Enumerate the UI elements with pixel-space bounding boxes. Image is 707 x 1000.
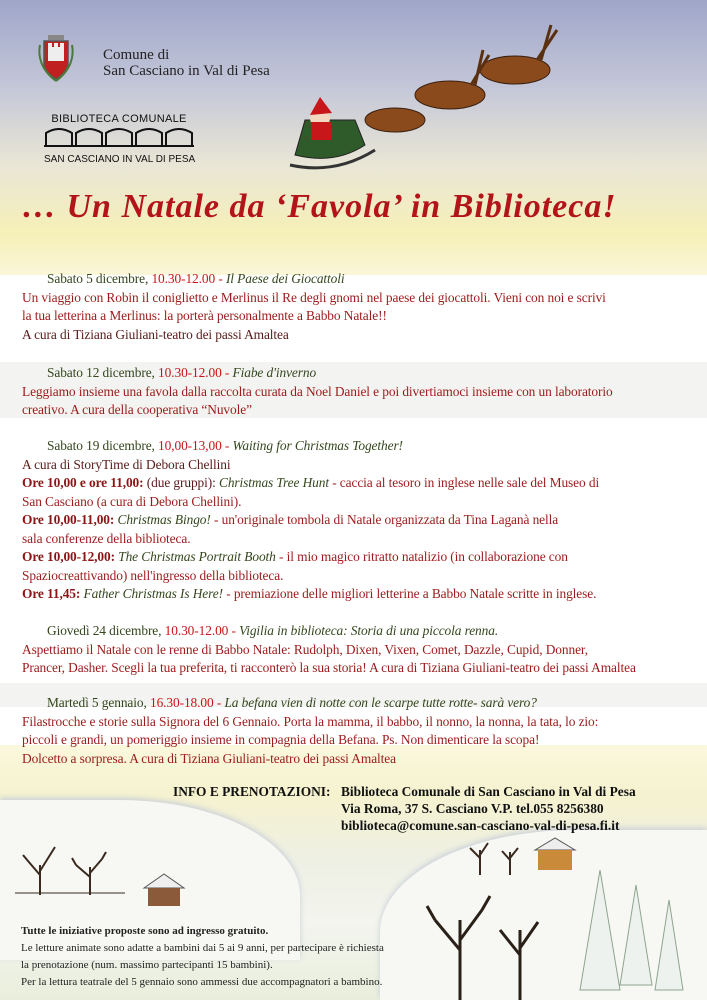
event-heading: [22, 364, 702, 383]
event-sep: -: [215, 271, 226, 286]
library-logo-bottom: SAN CASCIANO IN VAL DI PESA: [44, 154, 196, 165]
activity-desc: - il mio magico ritratto natalizio (in collaborazione con: [275, 549, 568, 564]
event-sep: -: [221, 365, 233, 380]
event-day: Martedì 5 gennaio,: [47, 695, 150, 710]
activity-desc-line2: sala conferenze della biblioteca.: [22, 530, 191, 546]
bare-trees-illustration: [15, 835, 125, 900]
activity-time: Ore 10,00-12,00:: [22, 549, 115, 564]
event-day: Sabato 12 dicembre,: [47, 365, 159, 380]
event-dec-12: [22, 364, 702, 420]
info-booking: [173, 783, 693, 834]
poster-title: … Un Natale da ‘Favola’ in Biblioteca!: [22, 188, 617, 225]
event-desc-line: la tua letterina a Merlinus: la porterà personalmente a Babbo Natale!!: [22, 308, 387, 323]
municipality-line2: San Casciano in Val di Pesa: [103, 63, 270, 79]
event-heading: [22, 694, 702, 713]
event-desc-line: creativo. A cura della cooperativa “Nuvole”: [22, 402, 252, 417]
activity-time: Ore 10,00 e ore 11,00:: [22, 475, 144, 490]
activity-desc: - caccia al tesoro in inglese nelle sale del Museo di: [328, 475, 600, 490]
library-logo: [44, 113, 194, 165]
event-heading: [22, 437, 702, 456]
event-name: La befana vien di notte con le scarpe tutte rotte- sarà vero?: [224, 695, 537, 710]
event-time: 10.30-12.00: [164, 623, 229, 638]
info-address-phone: Via Roma, 37 S. Casciano V.P. tel.055 8256380: [341, 801, 604, 816]
activity: [22, 548, 702, 567]
info-label: INFO E PRENOTAZIONI:: [173, 784, 331, 799]
event-name: Waiting for Christmas Together!: [232, 438, 403, 453]
event-heading: [22, 270, 702, 289]
activity-name: Christmas Tree Hunt: [219, 475, 329, 490]
activity: [22, 474, 702, 493]
library-arches-icon: [44, 125, 194, 147]
event-time: 10.30-12.00: [151, 271, 216, 286]
activity: [22, 511, 702, 530]
event-day: Giovedì 24 dicembre,: [47, 623, 165, 638]
event-jan-5: [22, 694, 702, 768]
activity-name: The Christmas Portrait Booth: [118, 549, 276, 564]
activity: [22, 585, 702, 604]
cottage-illustration: [140, 870, 190, 910]
notes-line: la prenotazione (num. massimo partecipanti 15 bambini).: [21, 959, 273, 971]
event-desc-line: Prancer, Dasher. Scegli la tua preferita, ti racconterò la sua storia! A cura di Tiziana Giuliani-teatro dei passi Amaltea: [22, 660, 636, 675]
event-desc-line: Leggiamo insieme una favola dalla raccolta curata da Noel Daniel e poi divertiamoci insieme con un laboratorio: [22, 383, 613, 399]
event-desc-line: Dolcetto a sorpresa. A cura di Tiziana Giuliani-teatro dei passi Amaltea: [22, 750, 396, 766]
event-name: Fiabe d'inverno: [232, 365, 317, 380]
santa-sleigh-illustration: [275, 10, 575, 180]
event-day: Sabato 19 dicembre,: [47, 438, 159, 453]
snowy-pines-illustration: [420, 850, 707, 1000]
notes-line: Per la lettura teatrale del 5 gennaio sono ammessi due accompagnatori a bambino.: [21, 976, 383, 988]
activity-name: Father Christmas Is Here!: [83, 586, 223, 601]
event-dec-5: [22, 270, 702, 344]
municipal-crest-icon: [36, 33, 76, 83]
event-sep: -: [213, 695, 225, 710]
event-desc-line: Filastrocche e storie sulla Signora del 6 Gennaio. Porta la mamma, il babbo, il nonno, la nonna, la tata, lo zio:: [22, 713, 599, 729]
event-heading: [22, 622, 702, 641]
activity-desc-line2: Spaziocreattivando) nell'ingresso della biblioteca.: [22, 567, 284, 583]
event-desc-line: piccoli e grandi, un pomeriggio insieme in compagnia della Befana. Ps. Non dimenticare la scopa!: [22, 732, 540, 747]
notes-free-entry: Tutte le iniziative proposte sono ad ingresso gratuito.: [21, 925, 269, 937]
event-curator: A cura di StoryTime di Debora Chellini: [22, 456, 231, 472]
event-desc-line: Un viaggio con Robin il coniglietto e Merlinus il Re degli gnomi nel paese dei giocattoli. Vieni con noi e scrivi: [22, 289, 606, 305]
event-sep: -: [228, 623, 240, 638]
notes: [21, 923, 421, 991]
event-desc-line: Aspettiamo il Natale con le renne di Babbo Natale: Rudolph, Dixen, Vixen, Comet, Dazzle, Cupid, Donner,: [22, 641, 589, 657]
activity-pre: (due gruppi):: [143, 475, 219, 490]
activity-time: Ore 10,00-11,00:: [22, 512, 115, 527]
activity-time: Ore 11,45:: [22, 586, 81, 601]
library-logo-top: BIBLIOTECA COMUNALE: [51, 113, 187, 125]
event-dec-19: [22, 437, 702, 604]
activity-desc: - un'originale tombola di Natale organizzata da Tina Laganà nella: [210, 512, 559, 527]
event-dec-24: [22, 622, 702, 678]
activity-desc: - premiazione delle migliori letterine a Babbo Natale scritte in inglese.: [222, 586, 597, 601]
activity-name: Christmas Bingo!: [117, 512, 211, 527]
event-time: 10,00-13,00: [158, 438, 222, 453]
event-day: Sabato 5 dicembre,: [47, 271, 152, 286]
event-curator: A cura di Tiziana Giuliani-teatro dei passi Amaltea: [22, 326, 289, 342]
activity-desc-line2: San Casciano (a cura di Debora Chellini).: [22, 493, 242, 509]
event-time: 10.30-12.00: [158, 365, 222, 380]
event-sep: -: [221, 438, 233, 453]
info-library-name: Biblioteca Comunale di San Casciano in Val di Pesa: [341, 784, 636, 799]
notes-line: Le letture animate sono adatte a bambini dai 5 ai 9 anni, per partecipare è richiesta: [21, 942, 384, 954]
municipality-name: [103, 47, 270, 79]
municipality-line1: Comune di: [103, 47, 170, 63]
info-email[interactable]: biblioteca@comune.san-casciano-val-di-pesa.fi.it: [341, 818, 620, 833]
event-name: Il Paese dei Giocattoli: [225, 271, 345, 286]
event-time: 16.30-18.00: [149, 695, 214, 710]
event-name: Vigilia in biblioteca: Storia di una piccola renna.: [239, 623, 499, 638]
